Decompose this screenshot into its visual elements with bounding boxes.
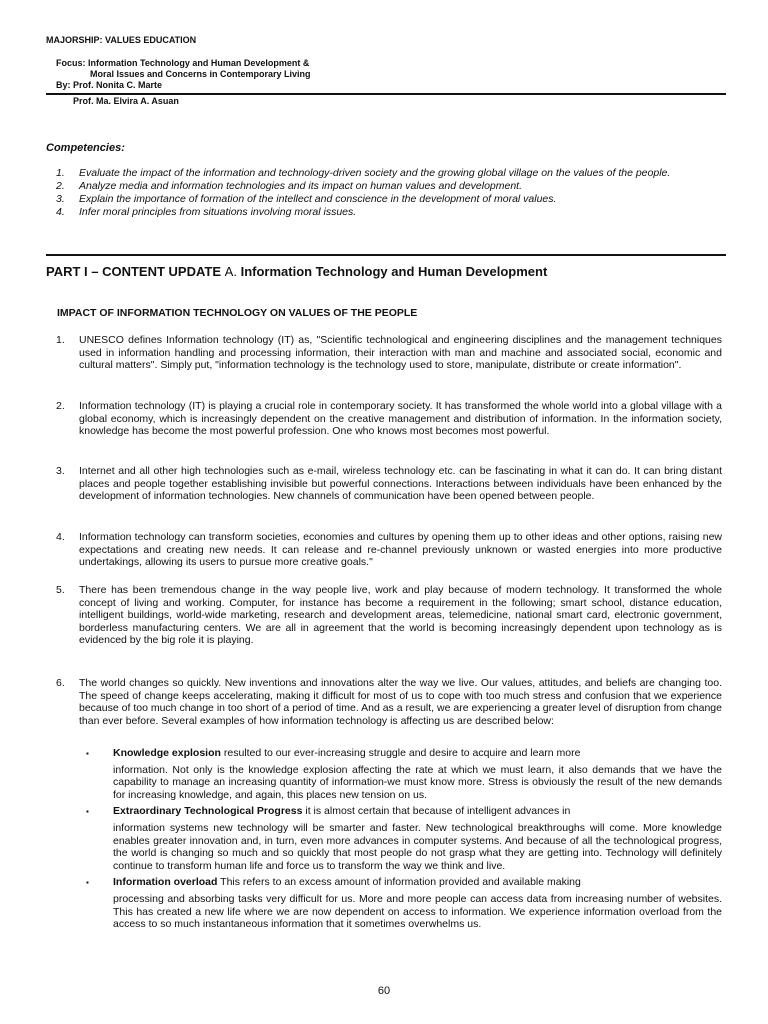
bullet-icon: ▪ [86,749,89,758]
page-number: 60 [377,985,391,997]
competency-item: 1. Evaluate the impact of the information and technology-driven society and the growing global village on the values of the people. [56,167,671,179]
bullet-icon: ▪ [86,878,89,888]
paragraph-6: 6. The world changes so quickly. New inventions and innovations alter the way we live. Our values, attitudes, and beliefs are changing too. The speed of change keeps accelerating, making it difficult for most of us to cope with too much stress and confusion that we experience because of too much change in too short of a period of time. And as a result, we are experiencing a greater level of disruption from change than ever before. Several examples of how information technology is affecting us are described below: [56,677,722,727]
section-title: IMPACT OF INFORMATION TECHNOLOGY ON VALUES OF THE PEOPLE [57,307,418,319]
bullet-list [86,747,722,935]
paragraph-4: 4. Information technology can transform societies, economies and cultures by opening them up to other ideas and other options, raising new expectations and creating new needs. It can release and re-channel previously unknown or wasted energies into more productive undertakings, allowing its users to pursue more creative goals." [56,531,722,569]
list-item: ▪ Information overload This refers to an excess amount of information provided and available making processing and absorbing tasks very difficult for us. More and more people can access data from increasing number of websites. This has created a new life where we are now dependent on access to information. We experience information overload from the access to so much instantaneous information that it sometimes overwhelms us. [86,876,722,931]
part-heading: PART I – CONTENT UPDATE A. Information Technology and Human Development [46,264,548,279]
majorship-line: MAJORSHIP: VALUES EDUCATION [46,35,197,45]
list-item: ▪ Knowledge explosion resulted to our ever-increasing struggle and desire to acquire and learn more information. Not only is the knowledge explosion affecting the rate at which we must learn, it also demands that we have the capability to manage an increasing quantity of information-we must know more. Stress is obviously the result of the new demands for increasing knowledge, and again, this places new tension on us. [86,747,722,801]
author-line-1: By: Prof. Nonita C. Marte [56,80,163,90]
paragraph-1: 1. UNESCO defines Information technology (IT) as, "Scientific technological and engineering disciplines and the management techniques used in information handling and processing information, their interaction with man and machine and associated social, economic and cultural matters". Simply put, "information technology is the technology used to store, manipulate, distribute or create information". [56,334,722,372]
paragraph-3: 3. Internet and all other high technologies such as e-mail, wireless technology etc. can be fascinating in what it can do. It can bring distant places and people together establishing invisible but powerful connections. Interactions between individuals have been enhanced by the development of information technologies. New channels of communication have been opened between people. [56,465,722,503]
competencies-list [56,167,724,219]
bullet-icon: ▪ [86,807,89,817]
author-line-2: Prof. Ma. Elvira A. Asuan [73,96,179,106]
focus-line-1: Focus: Information Technology and Human Development & [56,58,310,68]
competency-item: 2. Analyze media and information technologies and its impact on human values and development. [56,180,523,192]
competencies-heading: Competencies: [46,142,125,154]
paragraph-2: 2. Information technology (IT) is playing a crucial role in contemporary society. It has transformed the whole world into a global village with a global economy, which is increasingly dependent on the creative management and distribution of information. In the information society, knowledge has become the most powerful profession. One who knows most becomes most powerful. [56,400,722,438]
focus-line-2: Moral Issues and Concerns in Contemporary Living [90,69,311,79]
part-rule [46,254,726,256]
competency-item: 4. Infer moral principles from situations involving moral issues. [56,206,357,218]
header-rule [46,93,726,95]
paragraph-5: 5. There has been tremendous change in the way people live, work and play because of modern technology. It transformed the whole concept of living and working. Computer, for instance has become a requirement in the following; smart school, distance education, intelligent buildings, world-wide marketing, research and development areas, telemedicine, national smart card, electronic government, borderless manufacturing centers. We are all in agreement that the world is becoming increasingly dependent upon technology as is evidenced by the big role it is playing. [56,584,722,647]
list-item: ▪ Extraordinary Technological Progress it is almost certain that because of intelligent advances in information systems new technology will be smarter and faster. New technological breakthroughs will come. More knowledge enables greater innovation and, in turn, even more advances in computer systems. And because of all the technological progress, the world is changing so much and so quickly that most people do not grasp what they are getting into. Technology will definitely continue to transform human life and force us to transform the way we think and live. [86,805,722,872]
competency-item: 3. Explain the importance of formation of the intellect and conscience in the development of moral values. [56,193,557,205]
